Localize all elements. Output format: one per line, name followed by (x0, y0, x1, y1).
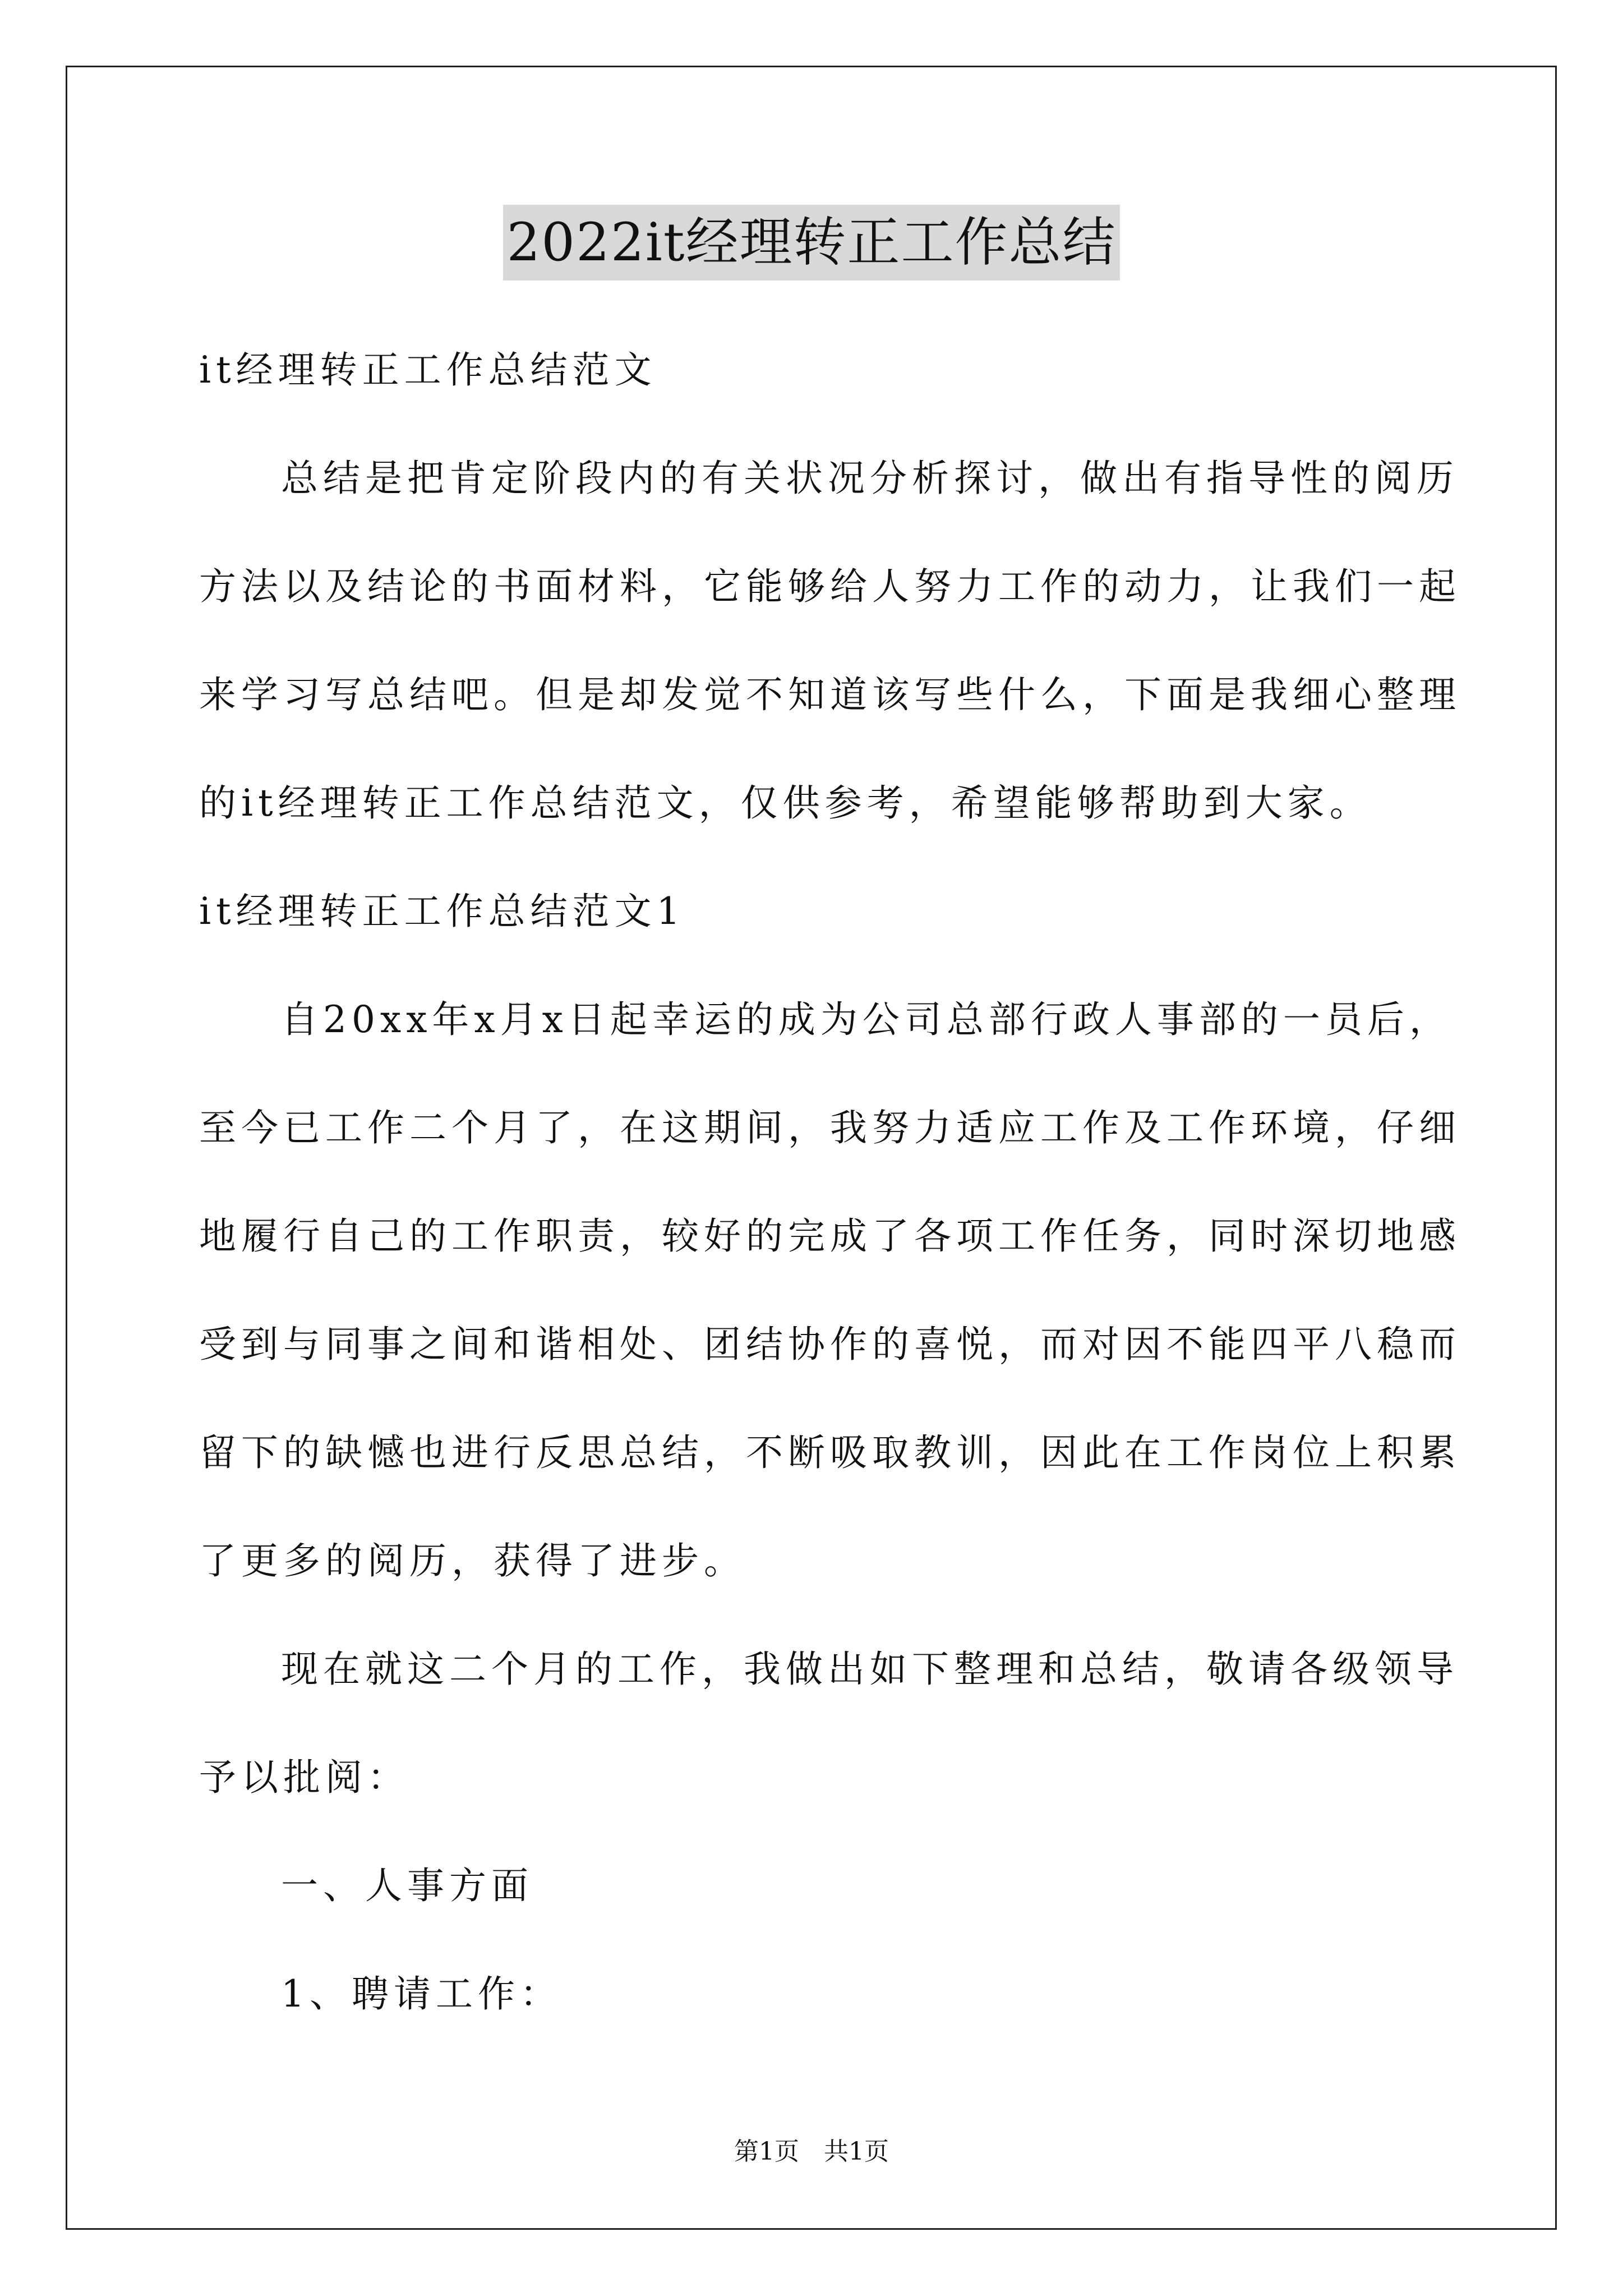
body-line: 自20xx年x月x日起幸运的成为公司总部行政人事部的一员后， (281, 998, 1451, 1041)
document-title: 2022it经理转正工作总结 (503, 205, 1119, 280)
body-line: 一、人事方面 (281, 1864, 533, 1907)
title-container (0, 205, 1623, 280)
body-line: 1、聘请工作： (281, 1972, 562, 2016)
body-line: 留下的缺憾也进行反思总结，不断吸取教训，因此在工作岗位上积累 (199, 1431, 1461, 1474)
body-line: 方法以及结论的书面材料，它能够给人努力工作的动力，让我们一起 (199, 565, 1461, 608)
body-line: 总结是把肯定阶段内的有关状况分析探讨，做出有指导性的阅历 (281, 457, 1459, 500)
body-line: 至今已工作二个月了，在这期间，我努力适应工作及工作环境，仔细 (199, 1106, 1461, 1149)
page-footer: 第1页 共1页 (734, 2137, 889, 2166)
body-line: it经理转正工作总结范文1 (199, 890, 685, 933)
body-line: 了更多的阅历，获得了进步。 (199, 1539, 746, 1582)
body-line: 的it经理转正工作总结范文，仅供参考，希望能够帮助到大家。 (199, 781, 1372, 825)
body-line: 予以批阅： (199, 1756, 409, 1799)
body-line: 地履行自己的工作职责，较好的完成了各项工作任务，同时深切地感 (199, 1214, 1461, 1258)
body-line: 现在就这二个月的工作，我做出如下整理和总结，敬请各级领导 (281, 1648, 1459, 1691)
body-line: 来学习写总结吧。但是却发觉不知道该写些什么，下面是我细心整理 (199, 673, 1461, 716)
body-line: it经理转正工作总结范文 (199, 348, 657, 392)
document-body (199, 343, 1461, 2076)
body-line: 受到与同事之间和谐相处、团结协作的喜悦，而对因不能四平八稳而 (199, 1323, 1461, 1366)
